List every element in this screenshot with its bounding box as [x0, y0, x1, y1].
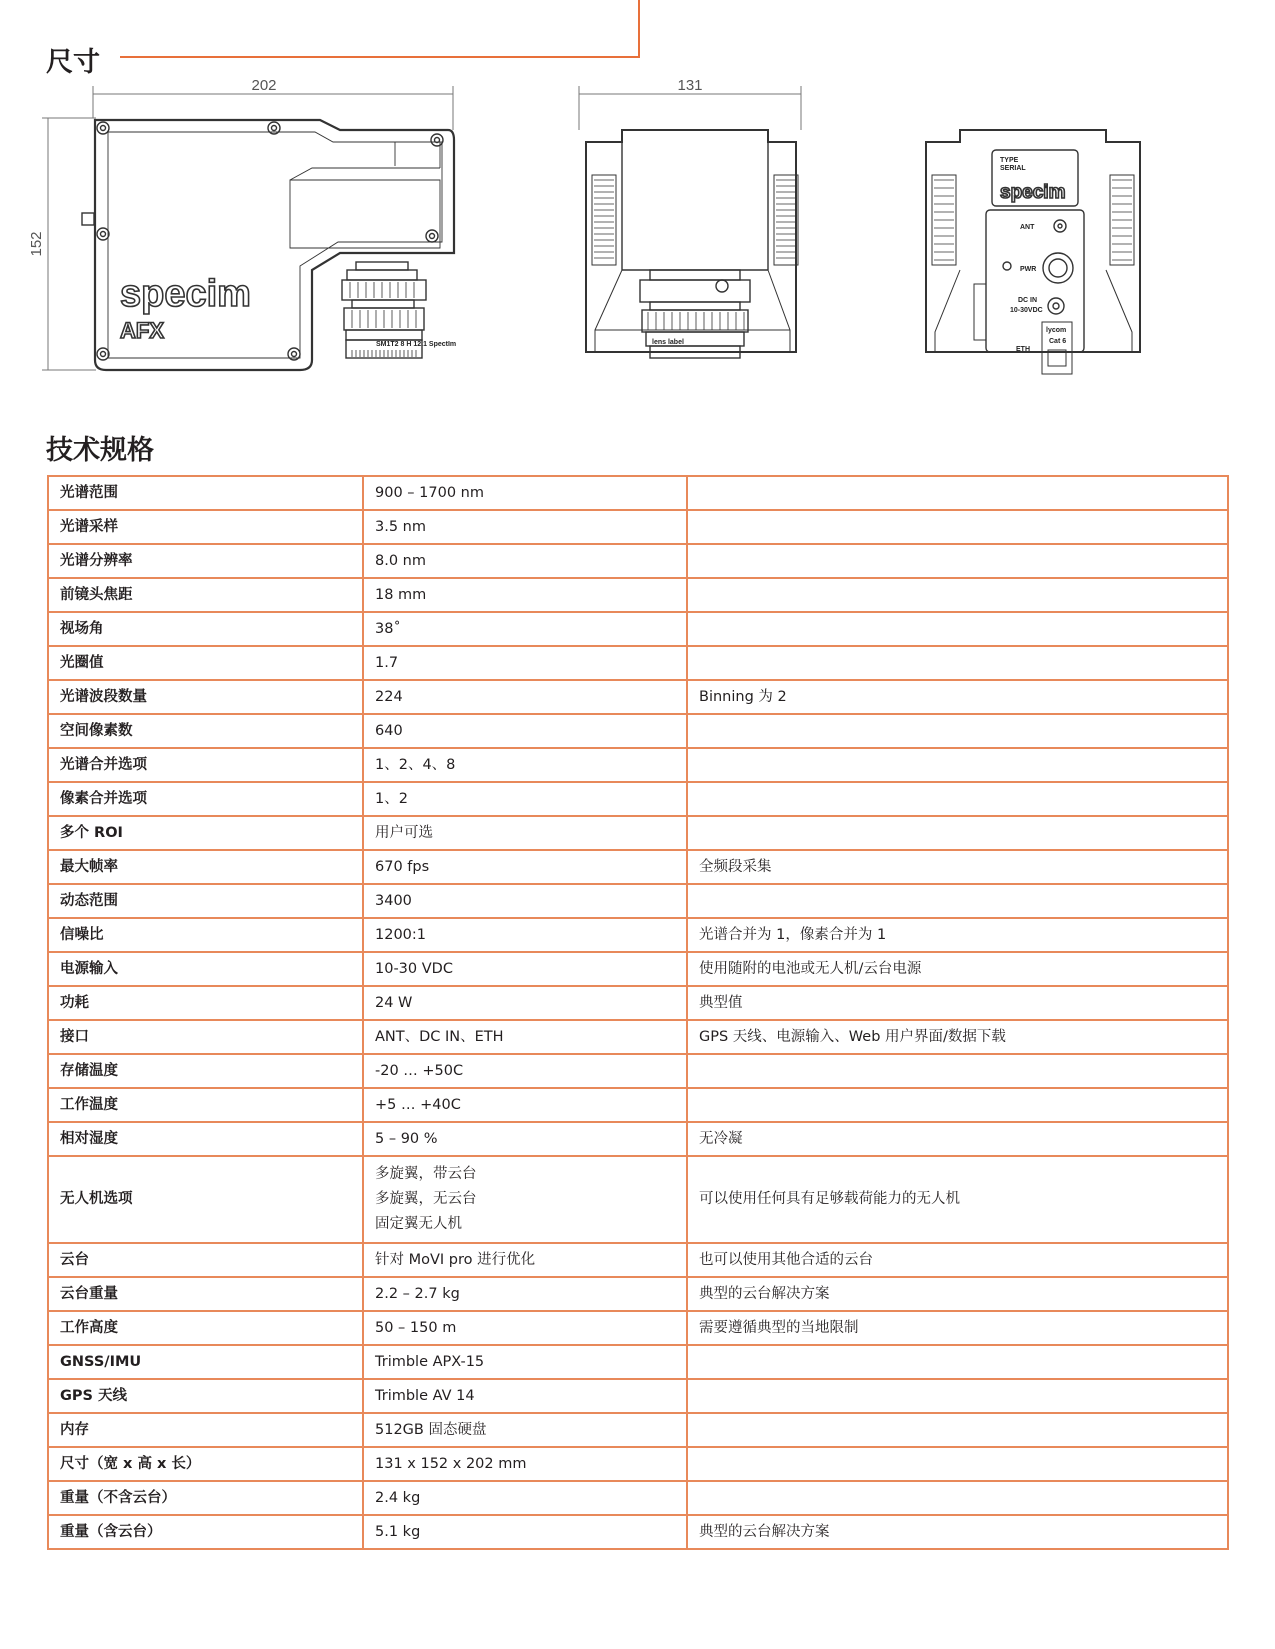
spec-value-cell: [363, 578, 687, 612]
spec-note-cell: [687, 1345, 1228, 1379]
spec-row: [48, 1447, 1228, 1481]
spec-name-cell: 无人机选项: [48, 1156, 363, 1243]
side-lens-label: SM1T2 8 H 12.1 SpectIm: [376, 341, 457, 348]
spec-name-cell: 视场角: [48, 612, 363, 646]
spec-value-cell: [363, 1413, 687, 1447]
spec-row: [48, 748, 1228, 782]
spec-row: [48, 782, 1228, 816]
back-serial-label: SERIAL: [1000, 165, 1026, 172]
spec-name-cell: 最大帧率: [48, 850, 363, 884]
spec-value-cell: [363, 544, 687, 578]
spec-value-line: 3400: [375, 892, 412, 909]
spec-note-cell: [687, 612, 1228, 646]
spec-value-line: 224: [375, 688, 403, 705]
side-view-drawing: [42, 86, 457, 370]
spec-value-cell: [363, 1122, 687, 1156]
spec-row: [48, 1481, 1228, 1515]
spec-note-cell: Binning 为 2: [687, 680, 1228, 714]
spec-table-body: [48, 476, 1228, 1549]
spec-value-line: 670 fps: [375, 858, 430, 875]
spec-value-line: +5 … +40C: [375, 1096, 461, 1113]
front-lens-label: lens label: [652, 339, 684, 346]
spec-row: [48, 952, 1228, 986]
spec-note-cell: [687, 646, 1228, 680]
back-type-label: TYPE: [1000, 157, 1019, 164]
spec-value-line: 512GB 固态硬盘: [375, 1421, 487, 1438]
spec-value-cell: [363, 1311, 687, 1345]
spec-value-cell: [363, 1515, 687, 1549]
spec-row: [48, 1413, 1228, 1447]
spec-value-cell: [363, 748, 687, 782]
spec-row: [48, 578, 1228, 612]
spec-note-cell: [687, 510, 1228, 544]
spec-value-line: 1、2、4、8: [375, 756, 456, 773]
spec-value-cell: [363, 1020, 687, 1054]
spec-note-cell: [687, 1379, 1228, 1413]
eth-brand-label: lycom: [1046, 327, 1067, 334]
spec-note-cell: 典型的云台解决方案: [687, 1277, 1228, 1311]
spec-note-cell: 也可以使用其他合适的云台: [687, 1243, 1228, 1277]
spec-name-cell: 重量（含云台）: [48, 1515, 363, 1549]
spec-note-cell: [687, 1481, 1228, 1515]
spec-note-cell: 全频段采集: [687, 850, 1228, 884]
dimension-drawings: [0, 70, 1275, 410]
spec-value-line: 固定翼无人机: [375, 1216, 462, 1232]
specs-title: 技术规格: [46, 435, 154, 466]
spec-value-cell: [363, 646, 687, 680]
spec-row: [48, 816, 1228, 850]
spec-value-cell: [363, 1277, 687, 1311]
spec-note-cell: [687, 714, 1228, 748]
spec-row: [48, 646, 1228, 680]
spec-note-cell: 典型的云台解决方案: [687, 1515, 1228, 1549]
spec-name-cell: 多个 ROI: [48, 816, 363, 850]
spec-row: [48, 680, 1228, 714]
spec-value-cell: [363, 850, 687, 884]
spec-note-cell: [687, 1413, 1228, 1447]
spec-row: [48, 1515, 1228, 1549]
spec-name-cell: 尺寸（宽 x 高 x 长）: [48, 1447, 363, 1481]
spec-value-cell: [363, 1156, 687, 1243]
spec-value-line: 18 mm: [375, 586, 427, 603]
spec-table: [47, 475, 1229, 1550]
spec-row: [48, 850, 1228, 884]
spec-row: [48, 1156, 1228, 1243]
spec-name-cell: 相对湿度: [48, 1122, 363, 1156]
spec-value-line: 8.0 nm: [375, 552, 426, 569]
spec-value-cell: [363, 1447, 687, 1481]
front-body-outline: [586, 130, 796, 352]
spec-value-cell: [363, 476, 687, 510]
spec-value-cell: [363, 612, 687, 646]
spec-row: [48, 918, 1228, 952]
spec-row: [48, 510, 1228, 544]
spec-value-cell: [363, 680, 687, 714]
spec-row: [48, 884, 1228, 918]
spec-row: [48, 1311, 1228, 1345]
spec-row: [48, 1122, 1228, 1156]
spec-name-cell: 光圈值: [48, 646, 363, 680]
spec-row: [48, 476, 1228, 510]
spec-value-line: 5.1 kg: [375, 1523, 421, 1540]
port-dcin-label: DC IN: [1018, 297, 1038, 304]
spec-value-line: 131 x 152 x 202 mm: [375, 1455, 527, 1472]
spec-name-cell: 功耗: [48, 986, 363, 1020]
spec-value-line: 用户可选: [375, 824, 433, 841]
spec-value-line: -20 … +50C: [375, 1062, 464, 1079]
spec-value-line: 10-30 VDC: [375, 960, 453, 977]
spec-value-cell: [363, 1345, 687, 1379]
side-model-text: AFX: [120, 318, 164, 343]
spec-value-cell: [363, 816, 687, 850]
spec-note-cell: 典型值: [687, 986, 1228, 1020]
spec-name-cell: 动态范围: [48, 884, 363, 918]
spec-name-cell: 重量（不含云台）: [48, 1481, 363, 1515]
spec-name-cell: 接口: [48, 1020, 363, 1054]
spec-value-line: 1、2: [375, 790, 408, 807]
spec-note-cell: [687, 1088, 1228, 1122]
spec-name-cell: GNSS/IMU: [48, 1345, 363, 1379]
side-logo-text: specim: [120, 273, 251, 315]
spec-value-line: 38˚: [375, 620, 401, 637]
spec-row: [48, 1243, 1228, 1277]
eth-cat-label: Cat 6: [1049, 338, 1067, 345]
port-pwr-label: PWR: [1020, 266, 1037, 273]
spec-value-line: 900 – 1700 nm: [375, 484, 484, 501]
spec-note-cell: [687, 578, 1228, 612]
spec-row: [48, 1345, 1228, 1379]
spec-note-cell: [687, 884, 1228, 918]
spec-value-line: 多旋翼，无云台: [375, 1191, 477, 1207]
spec-note-cell: [687, 782, 1228, 816]
spec-name-cell: 空间像素数: [48, 714, 363, 748]
back-port-panel: [986, 210, 1084, 352]
spec-row: [48, 1088, 1228, 1122]
spec-name-cell: 内存: [48, 1413, 363, 1447]
spec-note-cell: GPS 天线、电源输入、Web 用户界面/数据下载: [687, 1020, 1228, 1054]
spec-note-cell: [687, 748, 1228, 782]
spec-value-line: 640: [375, 722, 403, 739]
front-view-drawing: [579, 86, 801, 358]
side-height-value: 152: [28, 231, 45, 257]
spec-row: [48, 1277, 1228, 1311]
side-width-value: 202: [251, 77, 277, 94]
spec-value-cell: [363, 1054, 687, 1088]
spec-value-line: 2.4 kg: [375, 1489, 421, 1506]
dimensions-title: 尺寸: [46, 47, 100, 78]
spec-value-line: 2.2 – 2.7 kg: [375, 1285, 460, 1302]
spec-value-cell: [363, 1088, 687, 1122]
spec-name-cell: 工作温度: [48, 1088, 363, 1122]
spec-note-cell: [687, 544, 1228, 578]
spec-name-cell: 光谱范围: [48, 476, 363, 510]
spec-note-cell: 使用随附的电池或无人机/云台电源: [687, 952, 1228, 986]
spec-name-cell: 光谱合并选项: [48, 748, 363, 782]
spec-value-cell: [363, 1243, 687, 1277]
spec-row: [48, 544, 1228, 578]
spec-name-cell: 信噪比: [48, 918, 363, 952]
spec-note-cell: 可以使用任何具有足够载荷能力的无人机: [687, 1156, 1228, 1243]
spec-value-line: 1200:1: [375, 926, 427, 943]
spec-value-cell: [363, 782, 687, 816]
spec-name-cell: 电源输入: [48, 952, 363, 986]
spec-value-cell: [363, 918, 687, 952]
spec-value-line: Trimble AV 14: [375, 1387, 475, 1404]
port-ant-label: ANT: [1020, 224, 1035, 231]
spec-name-cell: 像素合并选项: [48, 782, 363, 816]
spec-value-line: ANT、DC IN、ETH: [375, 1028, 504, 1045]
spec-name-cell: 光谱波段数量: [48, 680, 363, 714]
spec-value-line: 50 – 150 m: [375, 1319, 457, 1336]
spec-note-cell: [687, 1054, 1228, 1088]
spec-value-line: 针对 MoVI pro 进行优化: [375, 1251, 536, 1268]
spec-name-cell: 云台: [48, 1243, 363, 1277]
front-width-value: 131: [677, 77, 703, 94]
spec-value-line: 24 W: [375, 994, 413, 1011]
back-logo-text: specim: [1000, 182, 1066, 203]
spec-name-cell: GPS 天线: [48, 1379, 363, 1413]
spec-name-cell: 存储温度: [48, 1054, 363, 1088]
spec-note-cell: [687, 816, 1228, 850]
spec-name-cell: 光谱采样: [48, 510, 363, 544]
spec-value-cell: [363, 714, 687, 748]
spec-row: [48, 1379, 1228, 1413]
spec-name-cell: 云台重量: [48, 1277, 363, 1311]
spec-row: [48, 612, 1228, 646]
spec-row: [48, 1054, 1228, 1088]
spec-value-cell: [363, 1481, 687, 1515]
spec-value-cell: [363, 986, 687, 1020]
spec-note-cell: [687, 476, 1228, 510]
spec-value-line: 1.7: [375, 654, 399, 671]
port-dcin-range-label: 10-30VDC: [1010, 307, 1043, 314]
spec-note-cell: 光谱合并为 1，像素合并为 1: [687, 918, 1228, 952]
back-view-drawing: [926, 130, 1140, 374]
spec-row: [48, 986, 1228, 1020]
back-body-outline: [926, 130, 1140, 352]
spec-name-cell: 前镜头焦距: [48, 578, 363, 612]
spec-value-cell: [363, 952, 687, 986]
spec-name-cell: 工作高度: [48, 1311, 363, 1345]
spec-note-cell: 需要遵循典型的当地限制: [687, 1311, 1228, 1345]
header-accent-line: [120, 0, 640, 58]
spec-row: [48, 1020, 1228, 1054]
spec-name-cell: 光谱分辨率: [48, 544, 363, 578]
spec-note-cell: [687, 1447, 1228, 1481]
spec-note-cell: 无冷凝: [687, 1122, 1228, 1156]
spec-value-line: 多旋翼，带云台: [375, 1166, 477, 1182]
spec-value-cell: [363, 1379, 687, 1413]
spec-value-line: 5 – 90 %: [375, 1130, 438, 1147]
spec-value-line: 3.5 nm: [375, 518, 426, 535]
spec-value-cell: [363, 884, 687, 918]
port-eth-label: ETH: [1016, 346, 1030, 353]
spec-value-cell: [363, 510, 687, 544]
drawings-svg: [0, 70, 1275, 410]
spec-row: [48, 714, 1228, 748]
spec-value-line: Trimble APX-15: [375, 1353, 485, 1370]
